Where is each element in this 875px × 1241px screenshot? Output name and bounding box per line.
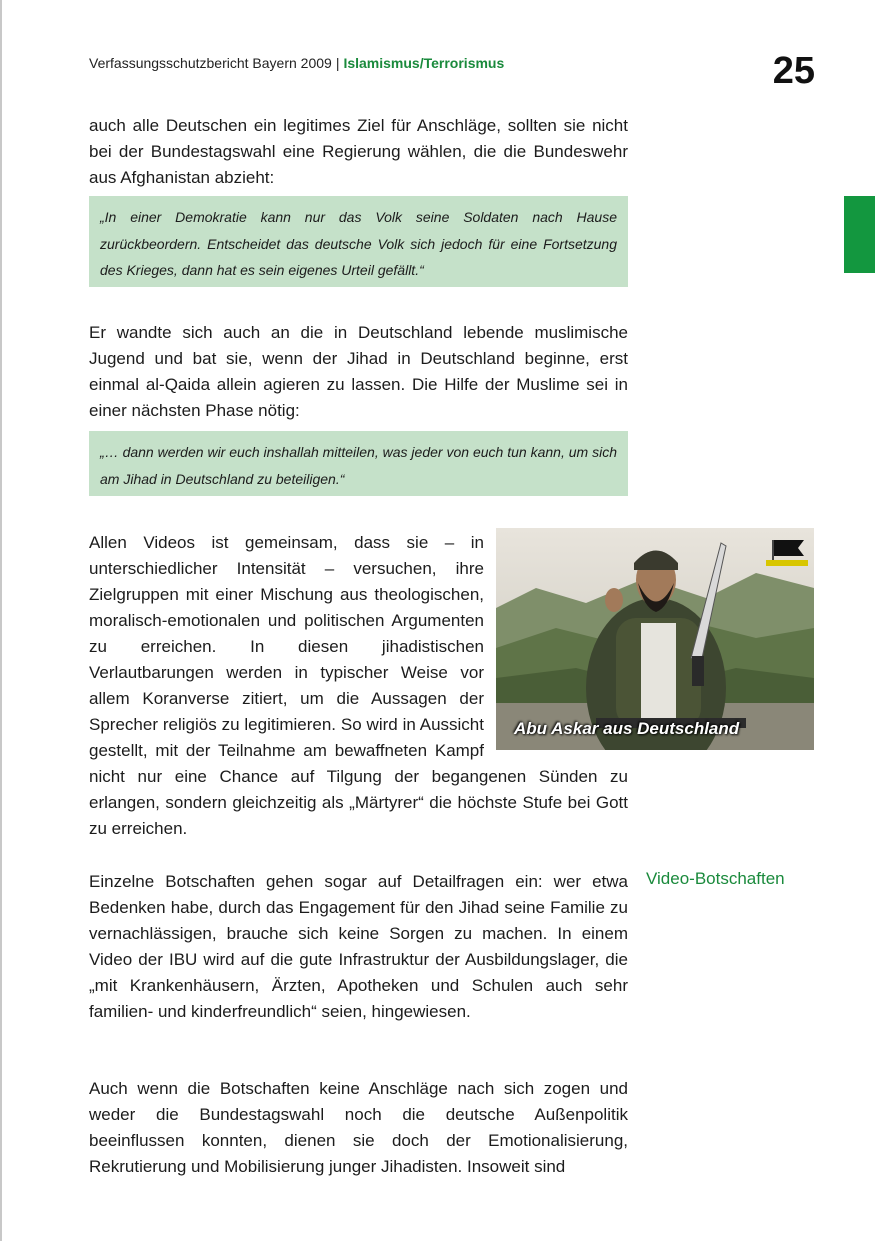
- page-number: 25: [772, 50, 815, 92]
- page-edge-line: [0, 0, 2, 1241]
- margin-note-video-botschaften: Video-Botschaften: [646, 869, 785, 888]
- paragraph-2: Er wandte sich auch an die in Deutschland lebende muslimische Jugend und bat sie, wenn der Jihad in Deutschland beginne, erst einmal al-Qaida allein agieren zu lassen. Die Hilfe der Muslime sei in einer nächsten Phase nötig:: [89, 323, 628, 420]
- paragraph-4: Einzelne Botschaften gehen sogar auf Detailfragen ein: wer etwa Bedenken habe, durch das Engagement für den Jihad seine Familie zu vernachlässigen, brauche sich keine Sorgen zu machen. In einem Video der IBU wird auf die gute Infrastruktur der Ausbildungslager, die „mit Krankenhäusern, Ärzten, Apotheken und Schulen auch sehr familien- und kinderfreundlich“ seien, hingewiesen.: [89, 872, 628, 1021]
- paragraph-3-block: [89, 530, 740, 842]
- paragraph-5: Auch wenn die Botschaften keine Anschläge nach sich zogen und weder die Bundestagswahl noch die deutsche Außenpolitik beeinflussen konnten, dienen sie doch der Emotionalisierung, Rekrutierung und Mobilisierung junger Jihadisten. Insoweit sind: [89, 1079, 628, 1176]
- header-separator: |: [335, 55, 340, 71]
- video-still-photo: [496, 528, 814, 750]
- quote-box-1: „In einer Demokratie kann nur das Volk seine Soldaten nach Hause zurückbeordern. Entscheidet das deutsche Volk sich jedoch für eine Fortsetzung des Krieges, dann hat es sein eigenes Urteil gefällt.“: [89, 196, 628, 287]
- publication-title: Verfassungsschutzbericht Bayern 2009: [89, 55, 332, 71]
- running-header: [89, 55, 504, 71]
- paragraph-3: Allen Videos ist gemeinsam, dass sie – in unterschiedlicher Intensität – versuchen, ihre Zielgruppen mit einer Mischung aus theologischen, moralisch-emotionalen und politischen Argumenten zu erreichen. In diesen jihadistischen Verlautbarungen werden in typischer Weise vor allem Koranverse zitiert, um die Aussagen der Sprecher religiös zu legitimieren. So wird in Aussicht gestellt, mit der Teilnahme am bewaffneten Kampf nicht nur eine Chance auf Tilgung der begangenen Sünden zu erlangen, sondern gleichzeitig als „Märtyrer“ die höchste Stufe bei Gott zu erreichen.: [89, 533, 628, 838]
- section-title: Islamismus/Terrorismus: [343, 55, 505, 71]
- chapter-tab-marker: [844, 196, 875, 273]
- paragraph-1: auch alle Deutschen ein legitimes Ziel für Anschläge, sollten sie nicht bei der Bundestagswahl eine Regierung wählen, die die Bundeswehr aus Afghanistan abzieht:: [89, 116, 628, 187]
- quote-box-2: „… dann werden wir euch inshallah mitteilen, was jeder von euch tun kann, um sich am Jihad in Deutschland zu beteiligen.“: [89, 431, 628, 496]
- photo-caption: Abu Askar aus Deutschland: [514, 719, 740, 738]
